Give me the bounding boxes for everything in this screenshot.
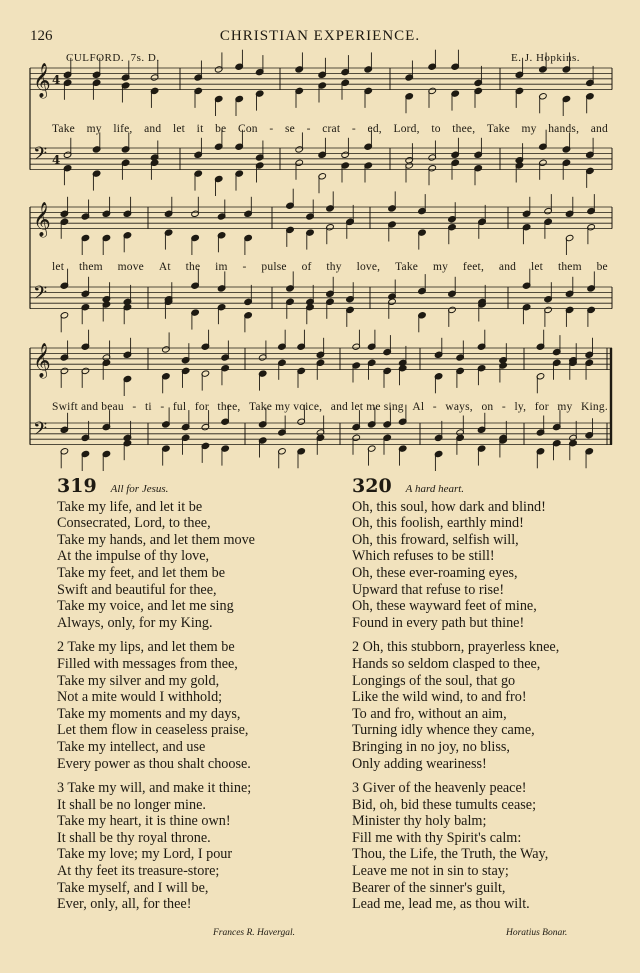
verse-line: To and fro, without an aim, (352, 705, 507, 722)
lyric-syllable: Take (52, 123, 75, 135)
verse-line: Filled with messages from thee, (57, 655, 238, 672)
bass-clef: 𝄢 (33, 283, 48, 308)
lyric-syllable: Al (412, 401, 425, 413)
lyric-syllable: let (52, 261, 65, 273)
verse-line: It shall be no longer mine. (57, 796, 206, 813)
running-title: CHRISTIAN EXPERIENCE. (219, 28, 421, 44)
verse-line: Hands so seldom clasped to thee, (352, 655, 541, 672)
lyric-syllable: At (158, 261, 171, 273)
lyric-syllable: thee, (452, 123, 476, 135)
treble-clef: 𝄞 (33, 343, 51, 378)
verse-line: Always, only, for my King. (57, 614, 213, 631)
time-signature: 4 (52, 153, 61, 167)
verse-line: 2 Oh, this stubborn, prayerless knee, (352, 639, 560, 656)
lyric-syllable: my (432, 261, 449, 273)
lyric-syllable: life, (113, 123, 133, 135)
lyric-syllable: and (498, 261, 517, 273)
lyric-syllable: crat (322, 123, 341, 135)
lyrics-system-2 (52, 261, 608, 273)
verse-line: Thou, the Life, the Truth, the Way, (352, 846, 549, 863)
lyric-syllable: - (132, 401, 137, 413)
lyric-syllable: ways, (445, 401, 473, 413)
verse-line: Like the wild wind, to and fro! (352, 689, 527, 706)
treble-clef: 𝄞 (33, 202, 51, 237)
lyric-syllable: pulse (261, 261, 287, 273)
verse-line: Swift and beautiful for thee, (57, 581, 217, 598)
verse-line: Take my feet, and let them be (57, 564, 226, 581)
lyric-syllable: Take (395, 261, 419, 273)
lyric-syllable: Lord, (393, 123, 420, 135)
verse-line: Oh, these ever-roaming eyes, (352, 564, 518, 581)
verse-line: Take my silver and my gold, (57, 672, 220, 689)
verse-line: Not a mite would I withhold; (57, 689, 223, 706)
lyric-syllable: and (590, 123, 608, 135)
verse-line: Bearer of the sinner's guilt, (352, 879, 506, 896)
verse-line: 3 Take my will, and make it thine; (57, 780, 252, 797)
verse-line: At thy feet its treasure-store; (57, 863, 220, 880)
lyric-syllable: - (306, 123, 311, 135)
verse-line: Oh, this froward, selfish will, (352, 531, 519, 548)
hymn-title: All for Jesus. (110, 483, 169, 495)
verse-line: Only adding weariness! (352, 755, 487, 772)
lyric-syllable: move (117, 261, 144, 273)
verse-line: Take myself, and I will be, (57, 879, 209, 896)
verse-line: Let them flow in ceaseless praise, (57, 722, 249, 739)
lyric-syllable: them (557, 261, 582, 273)
time-signature: 4 (52, 73, 61, 87)
verse-line: Ever, only, all, for thee! (57, 896, 192, 913)
lyric-syllable: thy (326, 261, 342, 273)
verse-line: Longings of the soul, that go (352, 672, 516, 689)
verse-line: Oh, this soul, how dark and blind! (352, 498, 546, 515)
lyric-syllable: the (185, 261, 201, 273)
tune-title: CULFORD. (66, 52, 125, 64)
lyrics-system-3 (52, 401, 608, 413)
lyric-syllable: - (351, 123, 356, 135)
lyric-syllable: my (521, 123, 537, 135)
lyric-syllable: them (78, 261, 103, 273)
verse (352, 639, 559, 772)
lyric-syllable: my (557, 401, 573, 413)
treble-clef: 𝄞 (33, 63, 51, 98)
verse-line: Every power as thou shalt choose. (57, 755, 251, 772)
hymn-319 (57, 475, 255, 921)
lyric-syllable: ly, (514, 401, 527, 413)
verse-line: Take my voice, and let me sing (57, 598, 234, 615)
hymn-title: A hard heart. (405, 483, 465, 495)
bass-clef: 𝄢 (33, 144, 48, 169)
verse-line: Leave me not in sin to stay; (352, 863, 509, 880)
lyric-syllable: let (172, 123, 186, 135)
verse-line: Upward that refuse to rise! (352, 581, 505, 598)
verse (57, 780, 255, 913)
lyrics-system-1 (52, 123, 608, 135)
verse (352, 780, 559, 913)
lyric-syllable: on (481, 401, 494, 413)
page-number: 126 (30, 28, 53, 44)
verse-line: Take my moments and my days, (57, 705, 241, 722)
lyric-syllable: and let me sing (330, 401, 404, 413)
verse-line: Found in every path but thine! (352, 614, 525, 631)
hymn-320 (352, 475, 560, 921)
verse-line: At the impulse of thy love, (57, 548, 210, 565)
lyric-syllable: be (596, 261, 608, 273)
tune-meter: 7s. D. (130, 52, 160, 64)
lyric-syllable: for (534, 401, 549, 413)
verse-line: 3 Giver of the heavenly peace! (352, 780, 527, 797)
verse-line: Turning idly whence they came, (352, 722, 535, 739)
lyric-syllable: - (432, 401, 437, 413)
verse-line: Fill me with thy Spirit's calm: (352, 829, 522, 846)
lyric-syllable: - (501, 401, 506, 413)
lyric-syllable: Take (486, 123, 510, 135)
lyric-syllable: King. (581, 401, 608, 413)
hymn-heading (352, 475, 559, 498)
lyric-syllable: for (194, 401, 209, 413)
lyric-syllable: - (160, 401, 165, 413)
verse-line: Oh, these wayward feet of mine, (352, 598, 537, 615)
lyric-syllable: of (301, 261, 312, 273)
lyric-syllable: to (431, 123, 441, 135)
tune-composer: E. J. Hopkins. (510, 52, 580, 64)
bass-clef: 𝄢 (33, 419, 48, 444)
verse-line: Take my heart, it is thine own! (57, 813, 231, 830)
verse-line: Oh, this foolish, earthly mind! (352, 515, 524, 532)
lyric-syllable: hands, (548, 123, 580, 135)
lyric-syllable: - (269, 123, 274, 135)
lyric-syllable: thee, (217, 401, 241, 413)
verse-line: Which refuses to be still! (352, 548, 495, 565)
verse (352, 499, 559, 632)
verse-line: Bid, oh, bid these tumults cease; (352, 796, 537, 813)
lyric-syllable: se (284, 123, 295, 135)
verse-line: Take my hands, and let them move (57, 531, 255, 548)
verse-line: Take my intellect, and use (57, 738, 206, 755)
lyric-syllable: it (196, 123, 204, 135)
verse-line: It shall be thy royal throne. (57, 829, 211, 846)
lyric-syllable: Con (237, 123, 258, 135)
lyric-syllable: ti (144, 401, 152, 413)
lyric-syllable: Take my voice, (249, 401, 323, 413)
lyric-syllable: let (530, 261, 544, 273)
lyric-syllable: feet, (462, 261, 485, 273)
lyric-syllable: ed, (367, 123, 382, 135)
author-319: Frances R. Havergal. (213, 928, 295, 938)
verse (57, 639, 255, 772)
lyric-syllable: ful (172, 401, 187, 413)
verse-line: 2 Take my lips, and let them be (57, 639, 235, 656)
lyric-syllable: - (242, 261, 247, 273)
verse-line: Minister thy holy balm; (352, 813, 487, 830)
verse-line: Bringing in no joy, no bliss, (352, 738, 510, 755)
lyric-syllable: love, (356, 261, 381, 273)
hymn-number: 320 (352, 475, 392, 497)
lyric-syllable: my (86, 123, 102, 135)
hymn-heading (57, 475, 255, 498)
verse-line: Consecrated, Lord, to thee, (57, 515, 211, 532)
verse-line: Lead me, lead me, as thou wilt. (352, 896, 530, 913)
hymn-number: 319 (57, 475, 97, 497)
verse-line: Take my life, and let it be (57, 498, 203, 515)
lyric-syllable: and (144, 123, 162, 135)
lyric-syllable: be (215, 123, 227, 135)
lyric-syllable: Swift and beau (52, 401, 124, 413)
lyric-syllable: im (215, 261, 228, 273)
author-320: Horatius Bonar. (506, 928, 568, 938)
verse (57, 499, 255, 632)
verse-line: Take my love; my Lord, I pour (57, 846, 233, 863)
